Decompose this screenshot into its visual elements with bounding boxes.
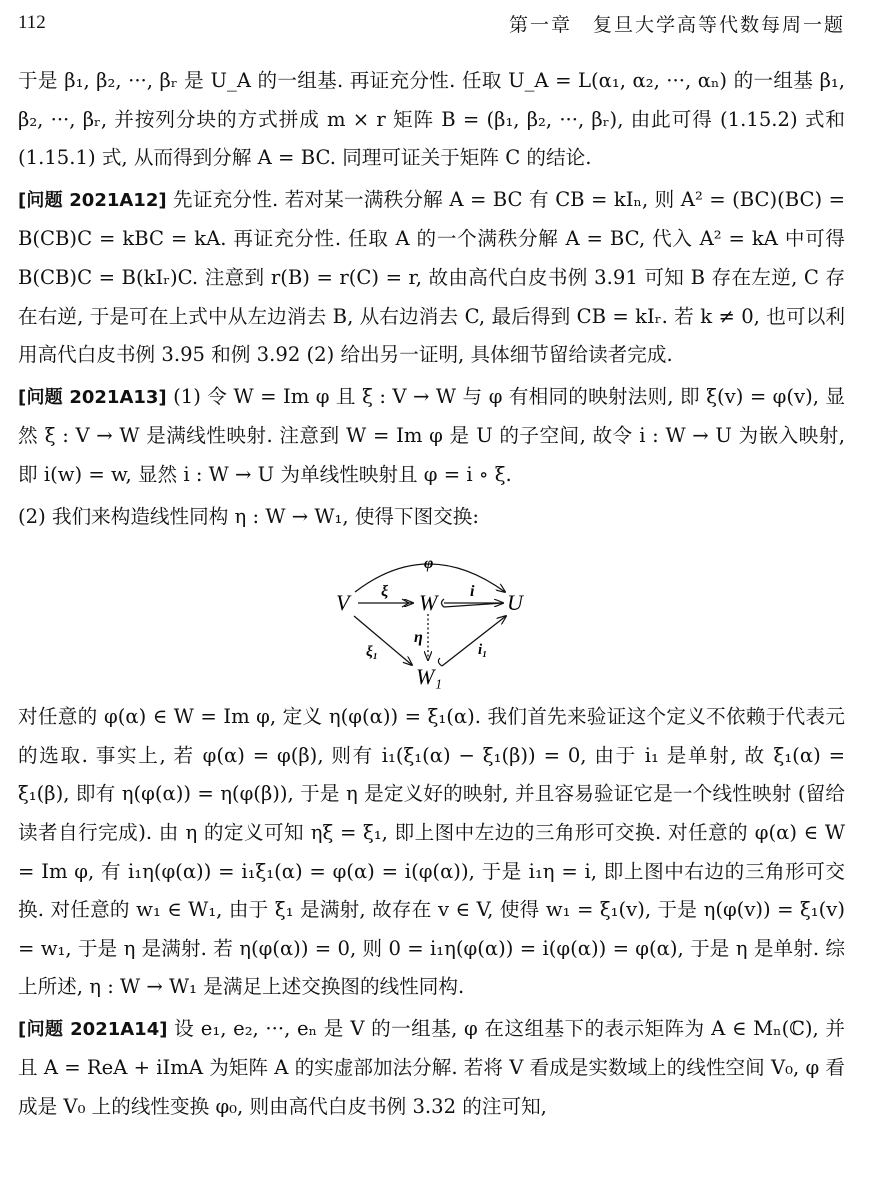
node-v: V: [336, 590, 350, 616]
problem-2021a13-part2: (2) 我们来构造线性同构 η : W → W₁, 使得下图交换:: [18, 504, 479, 528]
page-body: [18, 62, 845, 1127]
page-number: 112: [18, 12, 46, 33]
label-i: i: [470, 583, 475, 601]
node-u: U: [507, 590, 523, 616]
page-header: [18, 10, 845, 36]
problem-2021a14: [18, 1010, 845, 1127]
paragraph-continuation: 于是 β₁, β₂, ···, βᵣ 是 U_A 的一组基. 再证充分性. 任取 U_A = L(α₁, α₂, ···, αₙ) 的一组基 β₁, β₂, ···, βᵣ, 并按列分块的方式拼成 m × r 矩阵 B = (β₁, β₂, ···, βᵣ), 由此可得 (1.15.2) 式和 (1.15.1) 式, 从而得到分解 A = BC. 同理可证关于矩阵 C 的结论.: [18, 69, 845, 170]
label-eta: η: [414, 629, 423, 647]
question-label: [问题 2021A12]: [18, 189, 167, 211]
problem-text: (1) 令 W = Im φ 且 ξ : V → W 与 φ 有相同的映射法则, 即 ξ(v) = φ(v), 显然 ξ : V → W 是满线性映射. 注意到 W = Im φ 是 U 的子空间, 故令 i : W → U 为嵌入映射, 即 i(w) = w, 显然 i : W → U 为单线性映射且 φ = i ∘ ξ.: [18, 384, 846, 486]
label-xi: ξ: [381, 583, 389, 601]
node-w: W: [419, 590, 438, 616]
arrow-i1: [442, 616, 506, 666]
question-label: [问题 2021A14]: [18, 1018, 168, 1040]
problem-text: 设 e₁, e₂, ···, eₙ 是 V 的一组基, φ 在这组基下的表示矩阵为 A ∈ Mₙ(ℂ), 并且 A = ReA + iImA 为矩阵 A 的实虚部加法分解. 若将 V 看成是实数域上的线性空间 V₀, φ 看成是 V₀ 上的线性变换 φ₀, 则由高代白皮书例 3.32 的注可知,: [18, 1016, 846, 1119]
chapter-title: 第一章 复旦大学高等代数每周一题: [508, 13, 845, 36]
arrow-xi1: [354, 616, 412, 665]
label-phi: φ: [424, 555, 434, 573]
label-i1: i₁: [478, 642, 488, 659]
paragraph-eta-proof: 对任意的 φ(α) ∈ W = Im φ, 定义 η(φ(α)) = ξ₁(α). 我们首先来验证这个定义不依赖于代表元的选取. 事实上, 若 φ(α) = φ(β), 则有 i₁(ξ₁(α) − ξ₁(β)) = 0, 由于 i₁ 是单射, 故 ξ₁(α) = ξ₁(β), 即有 η(φ(α)) = η(φ(β)), 于是 η 是定义好的映射, 并且容易验证它是一个线性映射 (留给读者自行完成). 由 η 的定义可知 ηξ = ξ₁, 即上图中左边的三角形可交换. 对任意的 φ(α) ∈ W = Im φ, 有 i₁η(φ(α)) = i₁ξ₁(α) = φ(α) = i(φ(α)), 于是 i₁η = i, 即上图中右边的三角形可交换. 对任意的 w₁ ∈ W₁, 由于 ξ₁ 是满射, 故存在 v ∈ V, 使得 w₁ = ξ₁(v), 于是 η(φ(v)) = ξ₁(v) = w₁, 于是 η 是满射. 若 η(φ(α)) = 0, 则 0 = i₁η(φ(α)) = i(φ(α)) = φ(α), 于是 η 是单射. 综上所述, η : W → W₁ 是满足上述交换图的线性同构.: [18, 705, 845, 999]
problem-text: 先证充分性. 若对某一满秩分解 A = BC 有 CB = kIₙ, 则 A² = (BC)(BC) = B(CB)C = kBC = kA. 再证充分性. 任取 A 的一个满秩分解 A = BC, 代入 A² = kA 中可得 B(CB)C = B(kIᵣ)C. 注意到 r(B) = r(C) = r, 故由高代白皮书例 3.91 可知 B 存在左逆, C 存在右逆, 于是可在上式中从左边消去 B, 从右边消去 C, 最后得到 CB = kIᵣ. 若 k ≠ 0, 也可以利用高代白皮书例 3.95 和例 3.92 (2) 给出另一证明, 具体细节留给读者完成.: [18, 187, 846, 367]
commutative-diagram-svg: [18, 540, 845, 690]
commutative-diagram: [18, 540, 845, 690]
label-xi1: ξ₁: [366, 644, 378, 661]
problem-2021a13: [18, 378, 845, 495]
problem-2021a12: [18, 181, 845, 375]
node-w1: W₁: [416, 664, 442, 690]
question-label: [问题 2021A13]: [18, 386, 167, 408]
